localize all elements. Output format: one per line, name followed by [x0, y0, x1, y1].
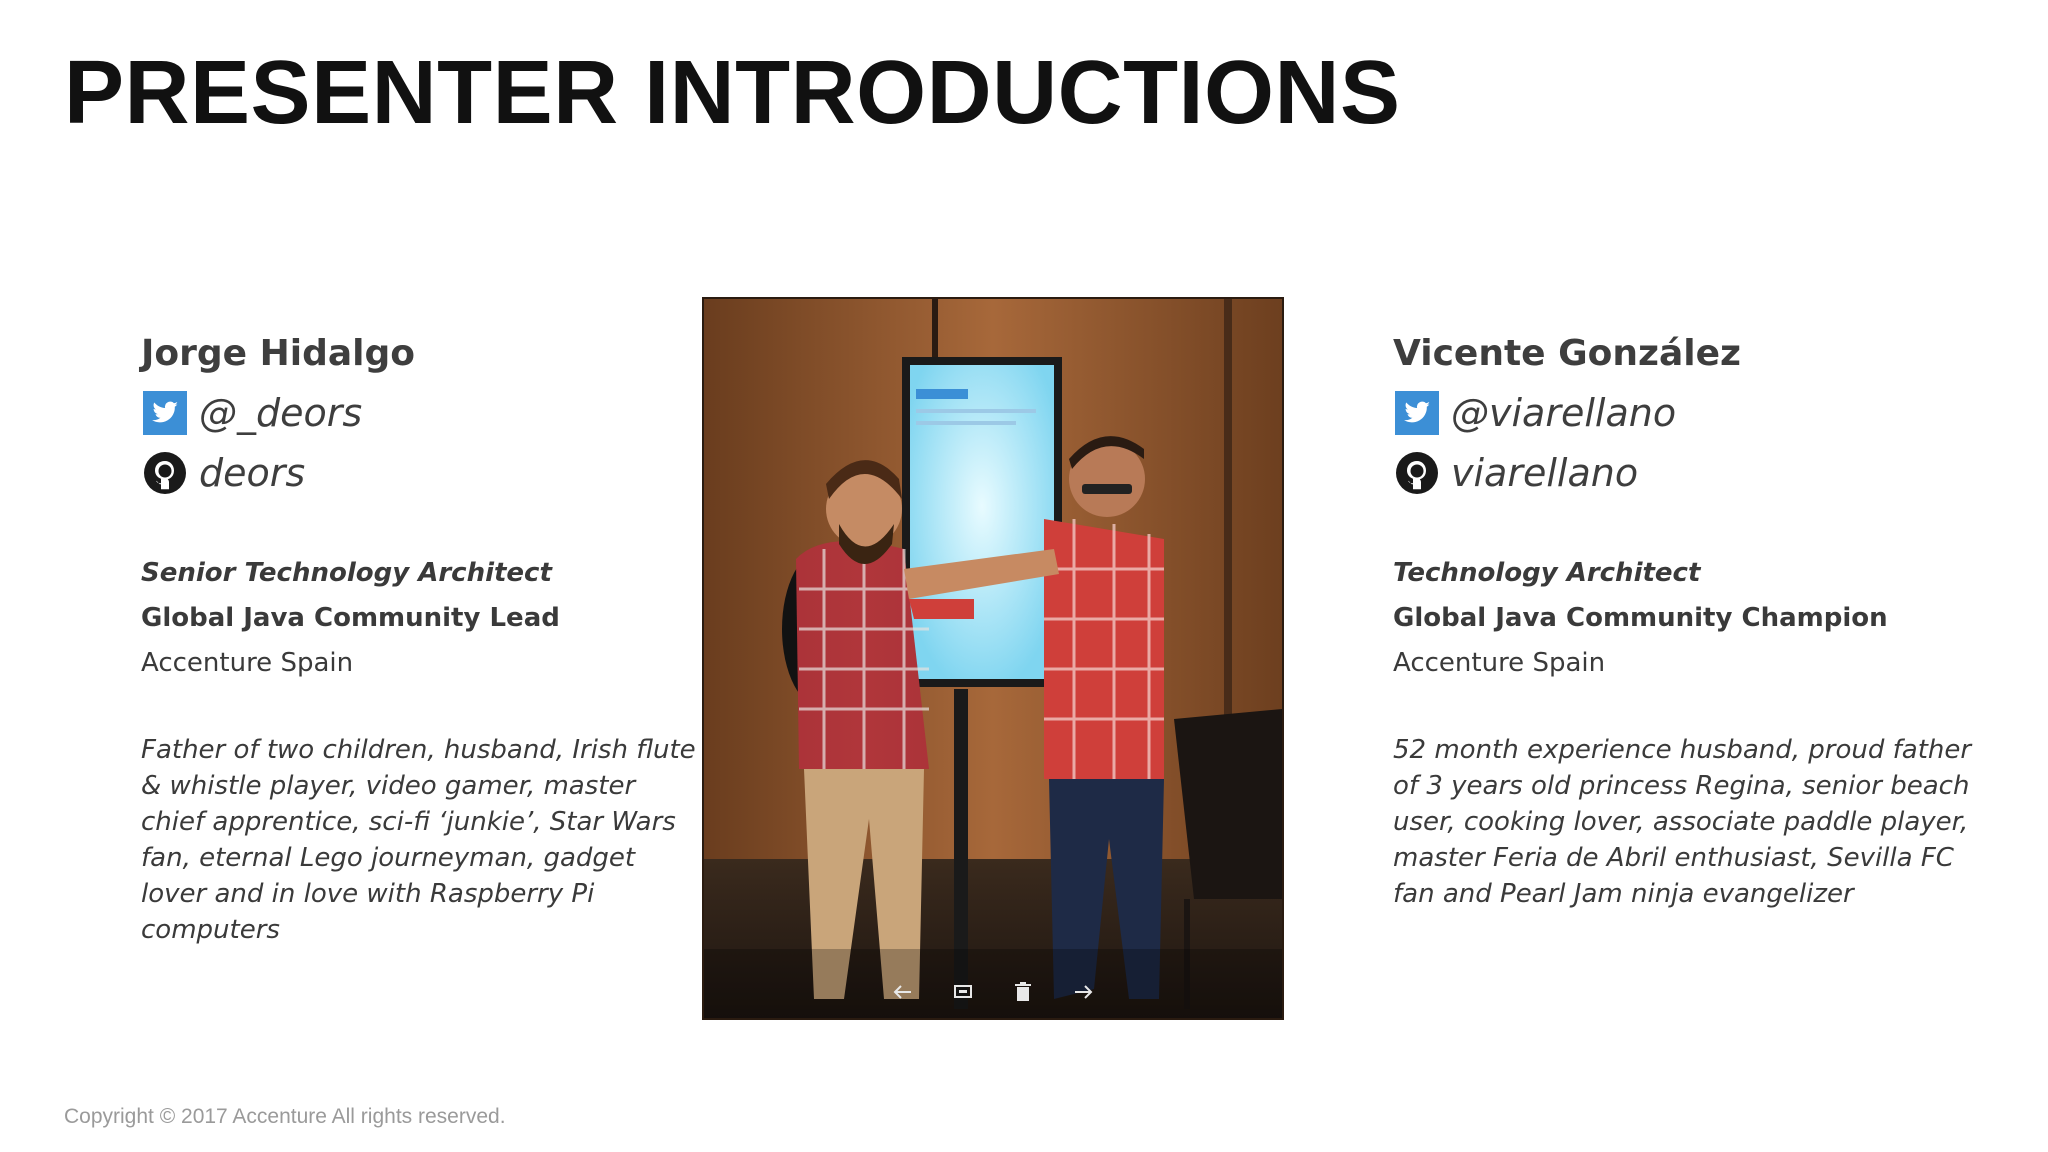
- github-handle-row: [141, 443, 701, 503]
- arrow-left-icon[interactable]: [891, 980, 915, 1004]
- slideshow-icon[interactable]: [951, 980, 975, 1004]
- trash-icon[interactable]: [1011, 980, 1035, 1004]
- presenter-bio: 52 month experience husband, proud father of 3 years old princess Regina, senior beach user, cooking lover, associate paddle player, master Feria de Abril enthusiast, Sevilla FC fan and Pearl Jam ninja evangelizer: [1393, 735, 1972, 909]
- twitter-icon: [141, 389, 189, 437]
- twitter-handle-row: [1393, 383, 1993, 443]
- github-icon: [1393, 449, 1441, 497]
- presenter-name: Vicente González: [1393, 333, 1741, 374]
- presenter-jorge: [141, 325, 701, 948]
- community-role: Global Java Community Lead: [141, 603, 560, 633]
- job-title: Technology Architect: [1393, 558, 1701, 588]
- job-title: Senior Technology Architect: [141, 558, 552, 588]
- github-handle: deors: [199, 451, 306, 495]
- twitter-icon: [1393, 389, 1441, 437]
- community-role: Global Java Community Champion: [1393, 603, 1888, 633]
- photo-controls: [704, 980, 1282, 1004]
- arrow-right-icon[interactable]: [1071, 980, 1095, 1004]
- presenter-name: Jorge Hidalgo: [141, 333, 415, 374]
- organization: Accenture Spain: [1393, 648, 1606, 678]
- github-handle: viarellano: [1451, 451, 1639, 495]
- organization: Accenture Spain: [141, 648, 354, 678]
- github-handle-row: [1393, 443, 1993, 503]
- presenter-vicente: [1393, 325, 1993, 912]
- slide-title: PRESENTER INTRODUCTIONS: [64, 43, 1401, 143]
- presenter-bio: Father of two children, husband, Irish flute & whistle player, video gamer, master chief apprentice, sci-fi ‘junkie’, Star Wars fan, eternal Lego journeyman, gadget lover and in love with Raspberry Pi computers: [141, 735, 696, 945]
- copyright-notice: Copyright © 2017 Accenture All rights reserved.: [64, 1105, 506, 1128]
- twitter-handle: @viarellano: [1451, 391, 1677, 435]
- github-icon: [141, 449, 189, 497]
- twitter-handle: @_deors: [199, 391, 363, 435]
- photo-illustration: [704, 299, 1282, 1018]
- twitter-handle-row: [141, 383, 701, 443]
- presenters-photo: [702, 297, 1284, 1020]
